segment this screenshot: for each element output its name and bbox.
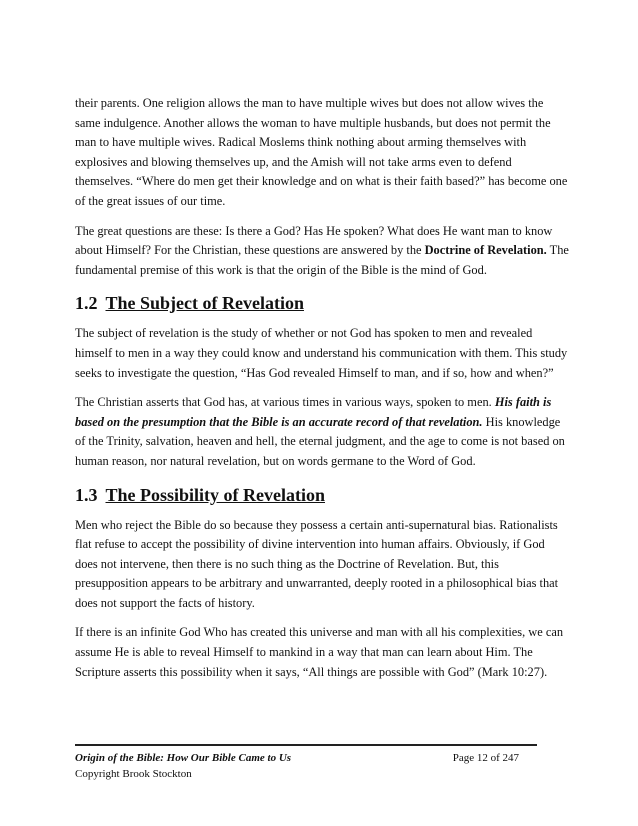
section-1-3-number: 1.3	[75, 484, 98, 505]
section-1-2-number: 1.2	[75, 293, 98, 314]
section-1-3-paragraph-2: If there is an infinite God Who has created this universe and man with all his complexities, we can assume He is able to reveal Himself to mankind in a way that man can learn about Him. The Scripture asserts this possibility when it says, “All things are possible with God” (Mark 10:27).	[75, 625, 564, 679]
section-1-3-title: The Possibility of Revelation	[105, 484, 325, 505]
document-body	[75, 94, 570, 692]
section-1-2-paragraph-1: The subject of revelation is the study of whether or not God has spoken to men and revealed himself to men in a way they could know and understand his communication with them. This study seeks to investigate the question, “Has God revealed Himself to man, and if so, how and when?”	[75, 326, 568, 380]
section-1-2-title: The Subject of Revelation	[105, 293, 304, 314]
doctrine-of-revelation-term: Doctrine of Revelation.	[424, 243, 547, 258]
page-footer	[75, 744, 537, 782]
s12-p2-emphasis: His faith is based on the presumption that the Bible is an accurate record of that revelation.	[75, 395, 552, 429]
footer-book-title: Origin of the Bible: How Our Bible Came to Us	[75, 752, 292, 764]
intro-paragraph-1: their parents. One religion allows the man to have multiple wives but does not allow wives the same indulgence. Another allows the woman to have multiple husbands, but does not permit the man to have multiple wives. Radical Moslems think nothing about arming themselves with explosives and blowing themselves up, and the Amish will not take arms even to defend themselves. “Where do men get their knowledge and on what is their faith based?” has become one of the great issues of our time.	[75, 96, 568, 208]
s12-p2-text-a: The Christian asserts that God has, at various times in various ways, spoken to men.	[75, 395, 495, 410]
intro-p2-text-a: The great questions are these: Is there a God? Has He spoken? What does He want man to know about Himself? For the Christian, these questions are answered by the	[75, 223, 553, 258]
footer-page-number: Page 12 of 247	[452, 752, 519, 764]
section-1-2-paragraph-2	[75, 393, 570, 471]
section-1-3-heading	[75, 484, 570, 506]
section-1-2-heading	[75, 292, 570, 314]
s12-p2-text-b: His knowledge of the Trinity, salvation, heaven and hell, the eternal judgment, and the age to come is not based on human reason, nor natural revelation, but on words germane to the Word of God.	[75, 414, 565, 468]
footer-copyright: Copyright Brook Stockton	[75, 768, 192, 780]
intro-paragraph-2	[75, 222, 570, 281]
footer-row	[75, 750, 537, 766]
section-1-3-paragraph-1: Men who reject the Bible do so because they possess a certain anti-supernatural bias. Rationalists flat refuse to accept the possibility of divine intervention into human affairs. Obviously, if God does not intervene, then there is no such thing as the Doctrine of Revelation. But, this presupposition appears to be arbitrary and unwarranted, deeply rooted in a philosophical bias that does not support the facts of history.	[75, 517, 559, 610]
intro-p2-text-b: The fundamental premise of this work is that the origin of the Bible is the mind of God.	[75, 243, 569, 277]
